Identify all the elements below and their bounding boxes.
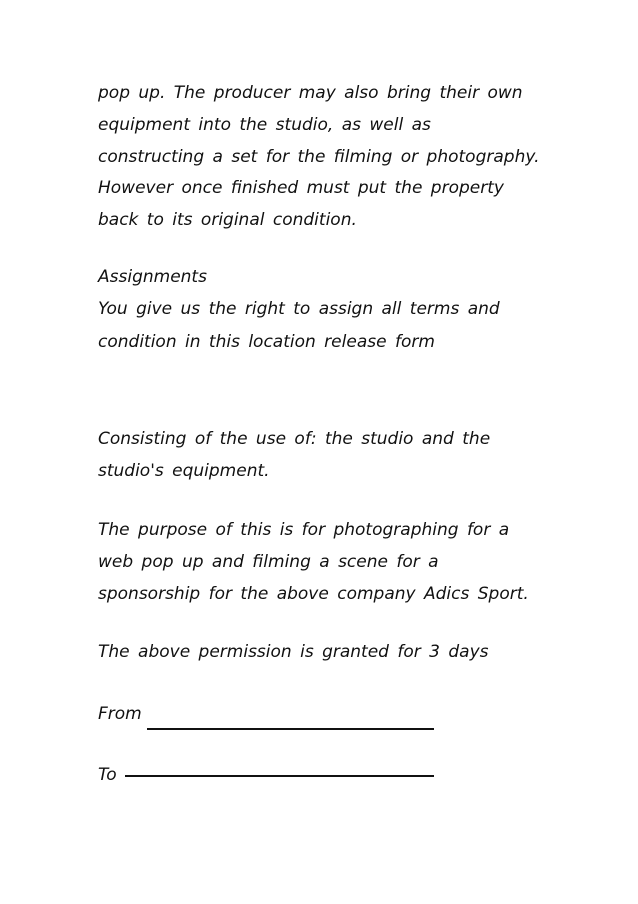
purpose-line-2: web pop up and filming a scene for a <box>98 552 439 572</box>
to-signature-line <box>125 775 434 777</box>
from-signature-line <box>147 728 434 730</box>
permission-line: The above permission is granted for 3 days <box>98 642 489 662</box>
to-label: To <box>98 765 117 785</box>
from-label: From <box>98 704 142 724</box>
assignments-heading: Assignments <box>98 267 207 287</box>
intro-line-4: However once finished must put the property <box>98 178 504 198</box>
purpose-line-3: sponsorship for the above company Adics Sport. <box>98 584 529 604</box>
intro-line-3: constructing a set for the filming or photography. <box>98 147 540 167</box>
assignments-line-2: condition in this location release form <box>98 332 435 352</box>
intro-line-1: pop up. The producer may also bring their own <box>98 83 523 103</box>
consisting-line-2: studio's equipment. <box>98 461 270 481</box>
purpose-line-1: The purpose of this is for photographing for a <box>98 520 510 540</box>
consisting-line-1: Consisting of the use of: the studio and the <box>98 429 491 449</box>
intro-line-5: back to its original condition. <box>98 210 357 230</box>
intro-line-2: equipment into the studio, as well as <box>98 115 431 135</box>
assignments-line-1: You give us the right to assign all terms and <box>98 299 500 319</box>
